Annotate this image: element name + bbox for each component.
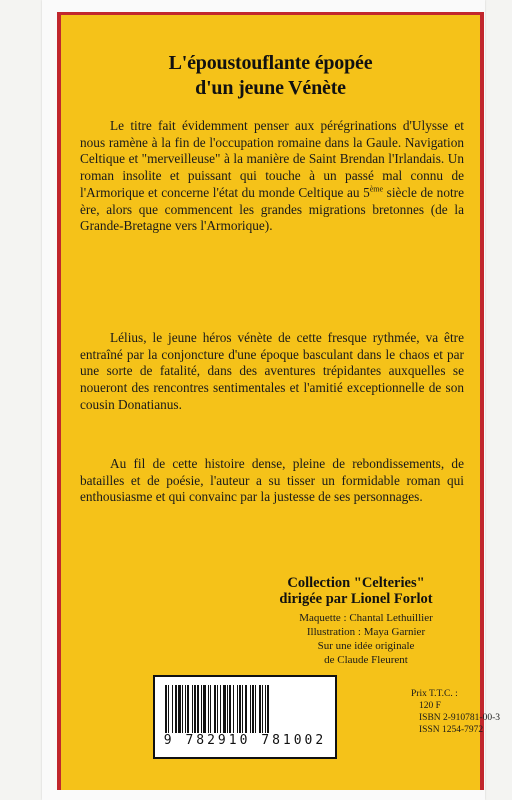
title-line-2: d'un jeune Vénète	[195, 77, 346, 99]
barcode-number: 9 782910 781002	[163, 733, 327, 748]
price-block	[411, 688, 501, 736]
credit-idea-line-1: Sur une idée originale	[317, 640, 415, 652]
blurb-paragraph-3: Au fil de cette histoire dense, pleine de rebondissements, de batailles et de poésie, l'auteur a su tisser un formidable roman qui enthousiasme et qui convainc par la justesse de ses personnages.	[80, 456, 464, 505]
credit-illustration: Illustration : Maya Garnier	[306, 626, 426, 638]
credit-maquette: Maquette : Chantal Lethuillier	[299, 612, 433, 624]
issn: ISSN 1254-7972	[419, 725, 484, 735]
blurb-1-superscript: ème	[369, 184, 384, 194]
credits	[236, 611, 496, 667]
back-cover-panel	[61, 15, 501, 790]
book-title	[61, 51, 480, 101]
barcode-icon	[163, 685, 327, 733]
collection-director: dirigée par Lionel Forlot	[279, 591, 433, 607]
blurb-paragraph-2: Lélius, le jeune héros vénète de cette fresque rythmée, va être entraîné par la conjoncture d'une époque basculant dans le chaos et par une sorte de fatalité, dans des aventures trépidantes auxquelles se noueront des rencontres sentimentales et l'amitié exceptionnelle de son cousin Donatianus.	[80, 330, 464, 412]
collection-name: Collection "Celteries"	[287, 575, 425, 591]
price-label: Prix T.T.C. :	[411, 689, 458, 699]
price-value: 120 F	[419, 701, 441, 711]
blurb-1-text: Le titre fait évidemment penser aux pérégrinations d'Ulysse et nous ramène à la fin de l'occupation romaine dans la Gaule. Navigation Celtique et "merveilleuse" à la manière de Saint Brendan l'Irlandais. Un roman insolite et puissant qui touche à un passé mal connu de l'Armorique et concerne l'état du monde Celtique au 5	[80, 118, 464, 200]
collection-info	[236, 575, 476, 607]
red-border-right	[480, 12, 484, 790]
isbn: ISBN 2-910781-00-3	[419, 713, 501, 723]
barcode-box	[153, 675, 337, 759]
credit-idea-line-2: de Claude Fleurent	[324, 654, 408, 666]
title-line-1: L'époustouflante épopée	[168, 52, 373, 74]
blurb-1-text-end: siècle de notre ère, alors que commencent les grandes migrations bretonnes (de la Grande-Bretagne vers l'Armorique).	[80, 184, 464, 234]
blurb-paragraph-1	[80, 118, 464, 235]
